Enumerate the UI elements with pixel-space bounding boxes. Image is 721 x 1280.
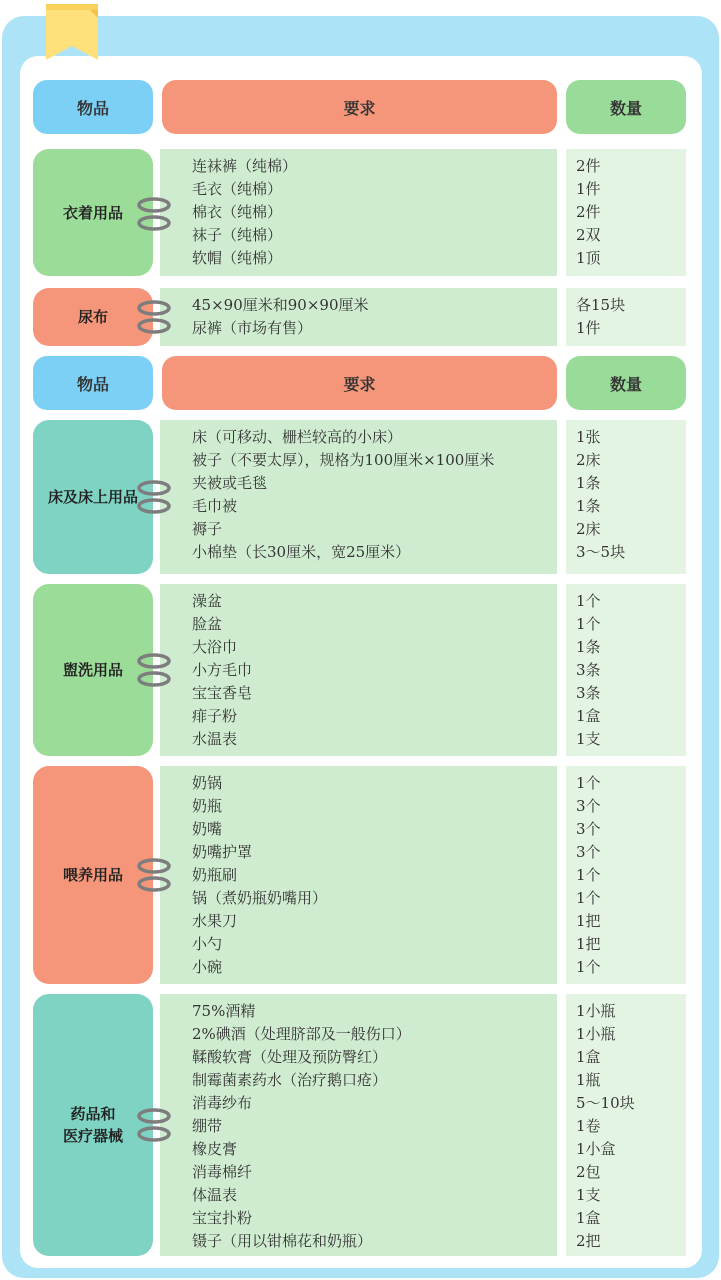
quantity-item: 1盒 <box>576 707 601 725</box>
quantity-item: 1支 <box>576 730 601 748</box>
quantity-item: 2件 <box>576 203 601 221</box>
list-item: 消毒棉纤 <box>192 1163 253 1181</box>
quantity-item: 1小盒 <box>576 1140 616 1158</box>
quantity-item: 2件 <box>576 157 601 175</box>
list-item: 体温表 <box>192 1186 238 1204</box>
list-item: 锅（煮奶瓶奶嘴用） <box>192 889 328 907</box>
quantity-item: 1把 <box>576 912 601 930</box>
list-item: 镊子（用以钳棉花和奶瓶） <box>192 1232 373 1250</box>
bookmark-icon <box>44 4 100 62</box>
binder-ring-icon <box>135 193 173 235</box>
list-item: 奶嘴护罩 <box>192 843 253 861</box>
category-label: 衣着用品 <box>33 149 153 276</box>
header-requirement: 要求 <box>162 356 557 410</box>
list-item: 小棉垫（长30厘米，宽25厘米） <box>192 543 411 561</box>
list-item: 2%碘酒（处理脐部及一般伤口） <box>192 1025 411 1043</box>
list-item: 绷带 <box>192 1117 223 1135</box>
list-item: 夹被或毛毯 <box>192 474 268 492</box>
quantity-list <box>566 994 686 1256</box>
quantity-item: 2床 <box>576 520 601 538</box>
quantity-list <box>566 766 686 984</box>
binder-ring-icon <box>135 854 173 896</box>
header-quantity: 数量 <box>566 80 686 134</box>
quantity-item: 2把 <box>576 1232 601 1250</box>
header-requirement: 要求 <box>162 80 557 134</box>
category-label: 药品和 医疗器械 <box>33 994 153 1256</box>
header-quantity: 数量 <box>566 356 686 410</box>
quantity-item: 3条 <box>576 684 601 702</box>
list-item: 大浴巾 <box>192 638 238 656</box>
list-item: 被子（不要太厚），规格为100厘米×100厘米 <box>192 451 495 469</box>
quantity-list <box>566 420 686 574</box>
list-item: 棉衣（纯棉） <box>192 203 283 221</box>
list-item: 床（可移动、栅栏较高的小床） <box>192 428 403 446</box>
list-item: 奶瓶 <box>192 797 223 815</box>
quantity-item: 1小瓶 <box>576 1025 616 1043</box>
quantity-item: 3个 <box>576 797 601 815</box>
requirement-list <box>160 288 557 346</box>
binder-ring-icon <box>135 296 173 338</box>
list-item: 毛巾被 <box>192 497 238 515</box>
category-label: 尿布 <box>33 288 153 346</box>
quantity-item: 5～10块 <box>576 1094 635 1112</box>
list-item: 尿裤（市场有售） <box>192 319 313 337</box>
list-item: 脸盆 <box>192 615 223 633</box>
list-item: 小方毛巾 <box>192 661 253 679</box>
binder-ring-icon <box>135 1104 173 1146</box>
requirement-list <box>160 420 557 574</box>
binder-ring-icon <box>135 476 173 518</box>
quantity-item: 1件 <box>576 180 601 198</box>
list-item: 制霉菌素药水（治疗鹅口疮） <box>192 1071 388 1089</box>
list-item: 水温表 <box>192 730 238 748</box>
quantity-item: 1个 <box>576 889 601 907</box>
quantity-item: 1张 <box>576 428 601 446</box>
quantity-item: 2床 <box>576 451 601 469</box>
quantity-item: 1条 <box>576 474 601 492</box>
list-item: 宝宝香皂 <box>192 684 253 702</box>
header-item: 物品 <box>33 80 153 134</box>
quantity-item: 3～5块 <box>576 543 626 561</box>
quantity-item: 1瓶 <box>576 1071 601 1089</box>
list-item: 小勺 <box>192 935 223 953</box>
quantity-item: 各15块 <box>576 296 626 314</box>
list-item: 橡皮膏 <box>192 1140 238 1158</box>
quantity-item: 1把 <box>576 935 601 953</box>
quantity-item: 2包 <box>576 1163 601 1181</box>
list-item: 宝宝扑粉 <box>192 1209 253 1227</box>
list-item: 痱子粉 <box>192 707 238 725</box>
quantity-item: 1盒 <box>576 1209 601 1227</box>
quantity-item: 3个 <box>576 820 601 838</box>
requirement-list <box>160 584 557 756</box>
quantity-item: 1条 <box>576 638 601 656</box>
list-item: 奶锅 <box>192 774 223 792</box>
quantity-item: 1个 <box>576 592 601 610</box>
category-label: 床及床上用品 <box>33 420 153 574</box>
quantity-item: 1件 <box>576 319 601 337</box>
list-item: 水果刀 <box>192 912 238 930</box>
list-item: 袜子（纯棉） <box>192 226 283 244</box>
list-item: 75%酒精 <box>192 1002 256 1020</box>
quantity-item: 1个 <box>576 615 601 633</box>
quantity-list <box>566 288 686 346</box>
quantity-item: 1个 <box>576 866 601 884</box>
requirement-list <box>160 994 557 1256</box>
quantity-item: 1个 <box>576 774 601 792</box>
list-item: 澡盆 <box>192 592 223 610</box>
quantity-item: 2双 <box>576 226 601 244</box>
list-item: 软帽（纯棉） <box>192 249 283 267</box>
requirement-list <box>160 766 557 984</box>
quantity-item: 3个 <box>576 843 601 861</box>
list-item: 45×90厘米和90×90厘米 <box>192 296 369 314</box>
quantity-list <box>566 149 686 276</box>
requirement-list <box>160 149 557 276</box>
quantity-item: 3条 <box>576 661 601 679</box>
category-label: 盥洗用品 <box>33 584 153 756</box>
quantity-item: 1小瓶 <box>576 1002 616 1020</box>
list-item: 消毒纱布 <box>192 1094 253 1112</box>
list-item: 毛衣（纯棉） <box>192 180 283 198</box>
list-item: 鞣酸软膏（处理及预防臀红） <box>192 1048 388 1066</box>
list-item: 连袜裤（纯棉） <box>192 157 298 175</box>
header-item: 物品 <box>33 356 153 410</box>
list-item: 奶瓶刷 <box>192 866 238 884</box>
quantity-list <box>566 584 686 756</box>
list-item: 褥子 <box>192 520 223 538</box>
binder-ring-icon <box>135 649 173 691</box>
list-item: 奶嘴 <box>192 820 223 838</box>
category-label: 喂养用品 <box>33 766 153 984</box>
quantity-item: 1卷 <box>576 1117 601 1135</box>
quantity-item: 1个 <box>576 958 601 976</box>
quantity-item: 1条 <box>576 497 601 515</box>
quantity-item: 1顶 <box>576 249 601 267</box>
quantity-item: 1盒 <box>576 1048 601 1066</box>
list-item: 小碗 <box>192 958 223 976</box>
quantity-item: 1支 <box>576 1186 601 1204</box>
